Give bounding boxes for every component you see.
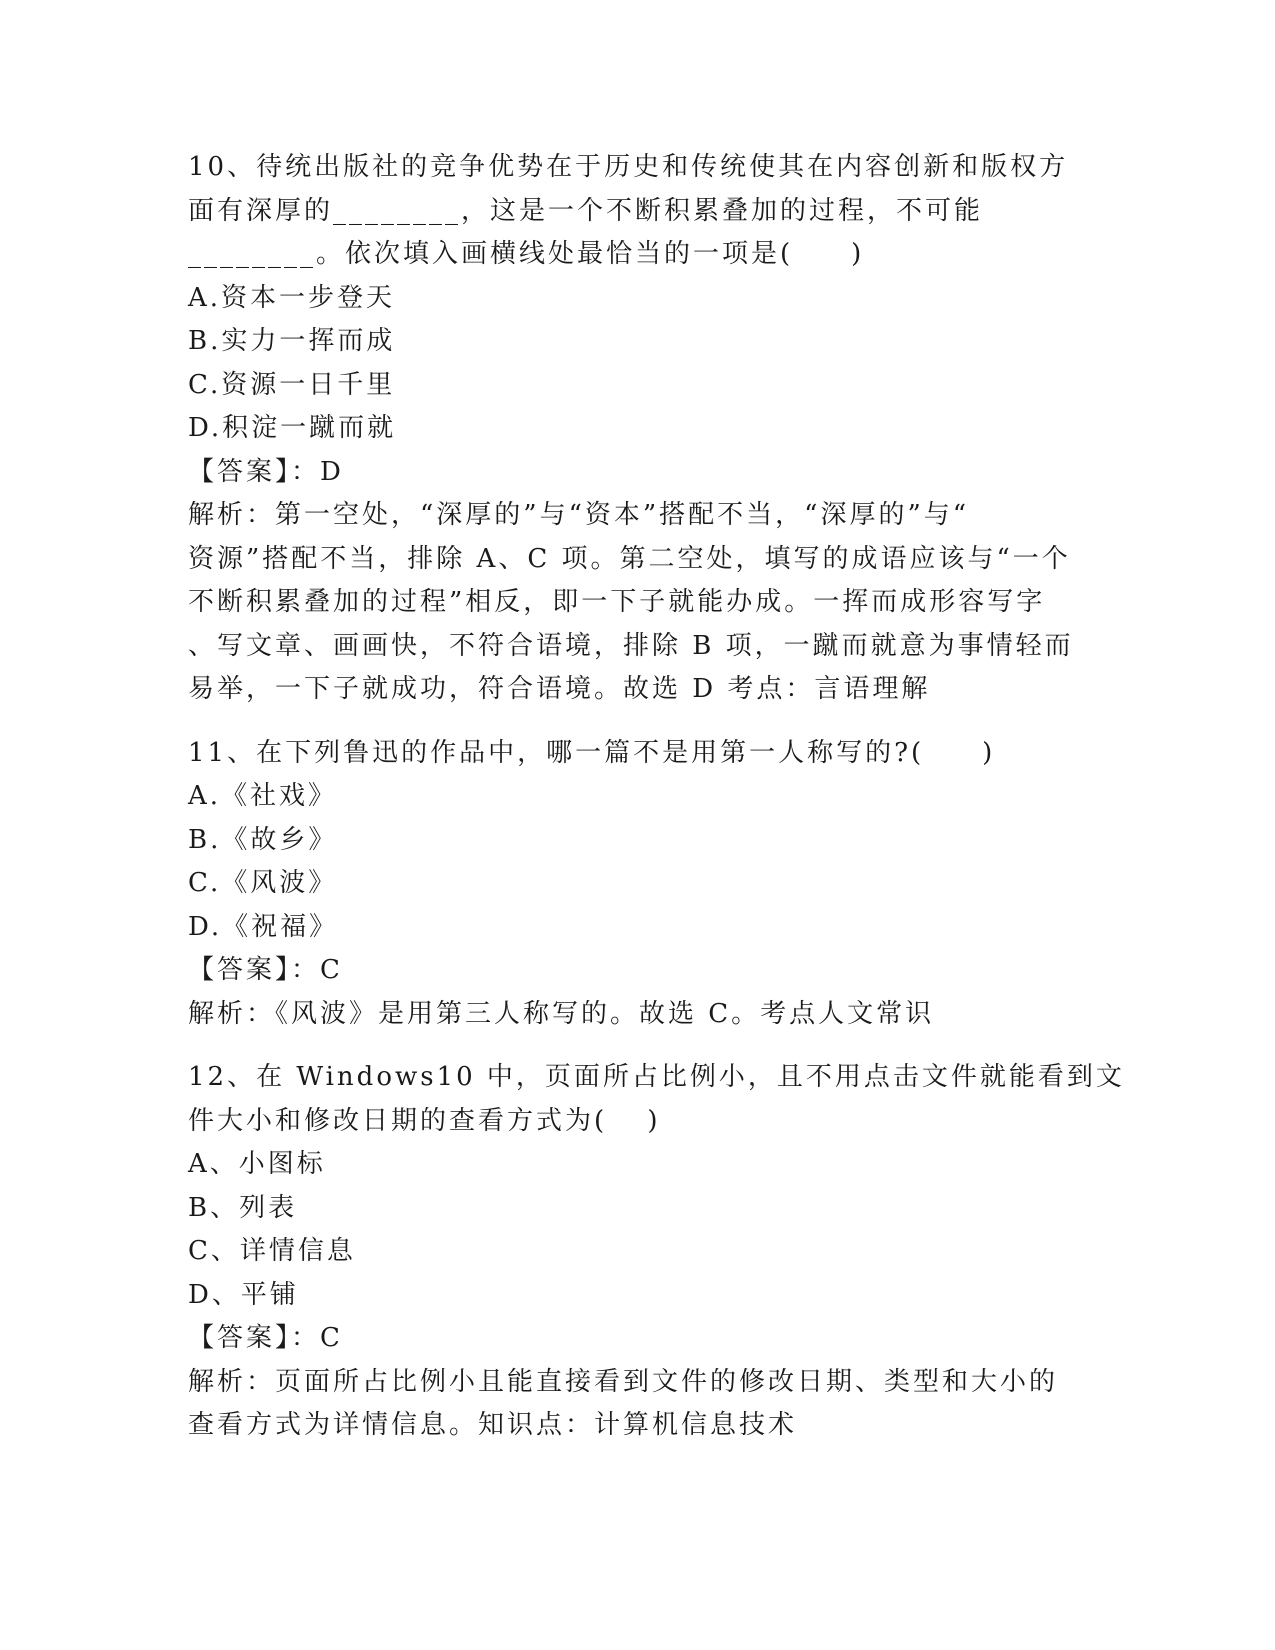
question-stem-line: 面有深厚的________，这是一个不断积累叠加的过程，不可能 xyxy=(188,195,984,226)
question-10 xyxy=(188,146,1088,712)
answer-line: 【答案】：C xyxy=(188,1323,343,1353)
question-11 xyxy=(188,732,1088,1037)
document-page xyxy=(188,146,1125,1448)
option-b: B.《故乡》 xyxy=(188,824,338,855)
analysis-line: 解析：页面所占比例小且能直接看到文件的修改日期、类型和大小的 xyxy=(188,1366,1059,1397)
analysis-line: 解析：第一空处，“深厚的”与“资本”搭配不当，“深厚的”与“ xyxy=(188,500,970,530)
option-d: D.《祝福》 xyxy=(188,911,339,942)
question-stem-line: 10、待统出版社的竞争优势在于历史和传统使其在内容创新和版权方 xyxy=(188,152,1069,182)
question-stem-line: 12、在 Windows10 中，页面所占比例小，且不用点击文件就能看到文 xyxy=(188,1062,1125,1092)
analysis-line: 不断积累叠加的过程”相反，即一下子就能办成。一挥而成形容写字 xyxy=(188,587,1046,617)
option-a: A、小图标 xyxy=(188,1149,326,1179)
option-a: A.《社戏》 xyxy=(188,781,338,811)
question-spacer xyxy=(188,712,1088,732)
analysis-line: 、写文章、画画快，不符合语境，排除 B 项，一蹴而就意为事情轻而 xyxy=(188,630,1074,661)
option-b: B.实力一挥而成 xyxy=(188,326,396,356)
question-stem-line: ________。依次填入画横线处最恰当的一项是( ) xyxy=(188,239,865,269)
option-c: C.资源一日千里 xyxy=(188,369,396,400)
question-12 xyxy=(188,1056,1125,1448)
option-a: A.资本一步登天 xyxy=(188,282,396,313)
analysis-line: 易举，一下子就成功，符合语境。故选 D 考点：言语理解 xyxy=(188,674,931,704)
analysis-line: 查看方式为详情信息。知识点：计算机信息技术 xyxy=(188,1410,798,1440)
question-stem-line: 11、在下列鲁迅的作品中，哪一篇不是用第一人称写的?( ) xyxy=(188,737,996,768)
answer-line: 【答案】：C xyxy=(188,955,343,985)
question-stem-line: 件大小和修改日期的查看方式为( ) xyxy=(188,1105,661,1136)
option-c: C.《风波》 xyxy=(188,868,338,898)
option-d: D、平铺 xyxy=(188,1279,299,1310)
option-c: C、详情信息 xyxy=(188,1236,356,1266)
answer-line: 【答案】：D xyxy=(188,456,344,487)
question-spacer xyxy=(188,1036,1088,1056)
option-d: D.积淀一蹴而就 xyxy=(188,413,397,443)
analysis-line: 解析：《风波》是用第三人称写的。故选 C。考点人文常识 xyxy=(188,998,935,1029)
analysis-line: 资源”搭配不当，排除 A、C 项。第二空处，填写的成语应该与“一个 xyxy=(188,543,1071,574)
option-b: B、列表 xyxy=(188,1192,298,1223)
